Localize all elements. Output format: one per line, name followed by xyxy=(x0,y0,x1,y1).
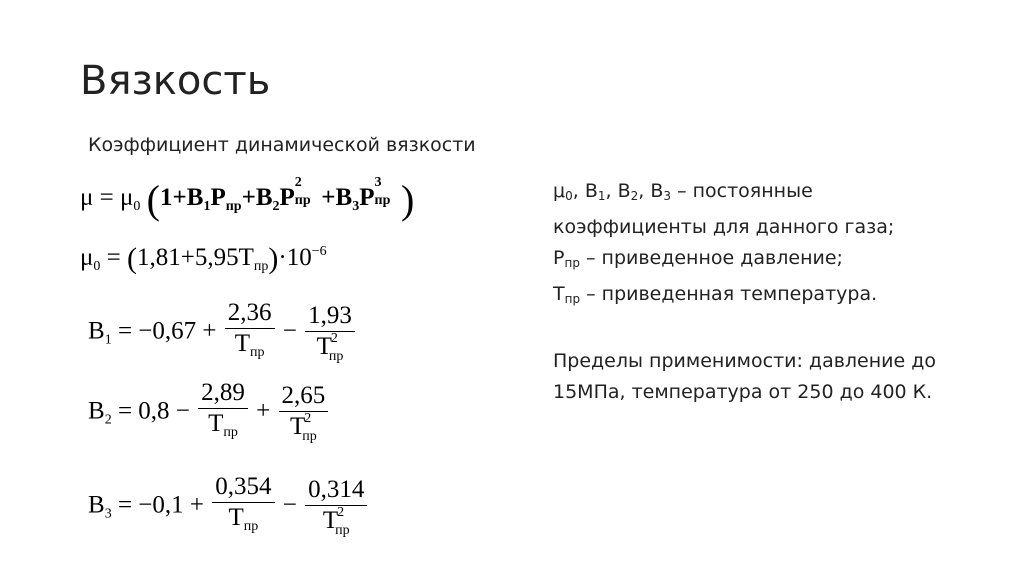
b2-fraction-1 xyxy=(198,378,248,448)
b1-symbol: B xyxy=(186,184,204,211)
notes-line-1-text: – постоянные xyxy=(671,180,813,202)
b3-sub: 3 xyxy=(663,189,672,203)
p3-power: 3 xyxy=(374,175,382,190)
t-power: 2 xyxy=(337,504,345,520)
p3-symbol: P xyxy=(359,184,375,211)
notes-line-3 xyxy=(553,243,1003,279)
operator: + xyxy=(256,397,271,425)
b3-sub: 3 xyxy=(352,199,360,214)
b3-symbol: B xyxy=(335,184,353,211)
formula-mu0 xyxy=(80,242,327,276)
p2-scripts xyxy=(294,175,311,208)
t-symbol: T xyxy=(289,412,306,440)
t-sub: пр xyxy=(223,425,238,440)
b3-symbol: B xyxy=(88,491,105,519)
t-power: 2 xyxy=(330,330,338,346)
notes-line-1 xyxy=(553,176,1003,212)
notes-line-4-text: – приведенная температура. xyxy=(580,283,878,305)
numerator: 2,65 xyxy=(279,381,329,412)
formula-b2 xyxy=(88,378,330,448)
b2-symbol: B xyxy=(255,184,273,211)
b3-symbol: , B xyxy=(638,180,664,202)
denominator xyxy=(305,506,367,540)
t-sub: пр xyxy=(328,348,344,364)
p2-sub: пр xyxy=(294,193,311,208)
open-paren: ( xyxy=(146,177,160,222)
notes-line-4 xyxy=(553,279,1003,315)
t-power: 2 xyxy=(304,410,312,426)
b1-fraction-1 xyxy=(225,298,275,368)
t-sub: пр xyxy=(302,428,317,444)
open-paren: ( xyxy=(127,242,138,275)
numerator: 0,354 xyxy=(212,472,274,503)
p3-sub: пр xyxy=(374,193,391,208)
formula-b3 xyxy=(88,472,369,542)
p2-power: 2 xyxy=(294,175,302,190)
limits-line-2: 15МПа, температура от 250 до 400 К. xyxy=(553,381,933,403)
plus: + xyxy=(321,184,336,211)
b2-sub: 2 xyxy=(104,412,112,428)
b2-symbol: , B xyxy=(605,180,631,202)
denominator xyxy=(279,412,329,446)
operator: − xyxy=(282,317,297,345)
t-sub: пр xyxy=(250,345,265,360)
multiplier: ·10 xyxy=(278,244,312,271)
mu-symbol: μ xyxy=(553,180,566,202)
t-symbol: T xyxy=(322,506,339,534)
b2-sub: 2 xyxy=(630,189,639,203)
formula-b1 xyxy=(88,298,357,368)
p3-scripts xyxy=(374,175,391,208)
t-sub: пр xyxy=(335,522,350,538)
mu-symbol: μ xyxy=(80,184,94,211)
mu-sub: 0 xyxy=(565,189,573,203)
close-paren: ) xyxy=(401,177,415,222)
numerator: 0,314 xyxy=(305,475,367,506)
numerator: 1,93 xyxy=(305,301,355,332)
exponent: −6 xyxy=(311,244,327,259)
b1-const: = −0,67 + xyxy=(111,317,223,345)
b2-const: = 0,8 − xyxy=(111,397,197,425)
one-plus: 1+ xyxy=(160,184,187,211)
t-symbol: T xyxy=(234,330,251,357)
notes-line-2: коэффициенты для данного газа; xyxy=(553,216,895,238)
b1-symbol: B xyxy=(88,317,105,345)
b3-fraction-2 xyxy=(305,475,367,540)
p-symbol: P xyxy=(210,184,226,211)
denominator xyxy=(212,503,274,542)
b1-symbol: , B xyxy=(572,180,598,202)
t-sub: пр xyxy=(243,519,259,534)
b3-sub: 3 xyxy=(104,506,112,522)
b1-fraction-2 xyxy=(305,301,355,366)
denominator xyxy=(305,332,355,366)
close-paren: ) xyxy=(268,242,279,275)
b2-fraction-2 xyxy=(279,381,329,446)
formula-mu xyxy=(80,176,414,223)
operator: − xyxy=(282,491,297,519)
slide-subtitle: Коэффициент динамической вязкости xyxy=(88,134,476,156)
t-sub: пр xyxy=(564,292,581,306)
mu-symbol: μ xyxy=(80,244,94,271)
p-symbol: P xyxy=(553,247,565,269)
spacer xyxy=(553,315,1003,346)
denominator xyxy=(198,409,248,448)
equals: = xyxy=(100,244,128,271)
b3-fraction-1 xyxy=(212,472,274,542)
mu0-symbol: μ xyxy=(120,184,134,211)
numerator: 2,89 xyxy=(198,378,248,409)
t-sub: пр xyxy=(253,259,269,274)
limits-line-1: Пределы применимости: давление до xyxy=(553,350,937,372)
plus: + xyxy=(241,184,256,211)
p-sub: пр xyxy=(564,256,580,270)
t-symbol: T xyxy=(228,504,244,531)
slide-title: Вязкость xyxy=(80,58,271,104)
denominator xyxy=(225,329,275,368)
equals: = xyxy=(93,184,121,211)
p2-symbol: P xyxy=(279,184,295,211)
mu0-inner: 1,81+5,95T xyxy=(137,244,254,271)
b1-sub: 1 xyxy=(104,332,112,348)
t-symbol: T xyxy=(208,410,224,437)
p-sub: пр xyxy=(225,199,242,214)
mu0-sub: 0 xyxy=(133,199,141,214)
t-symbol: T xyxy=(553,283,565,305)
numerator: 2,36 xyxy=(225,298,275,329)
b3-const: = −0,1 + xyxy=(111,491,211,519)
t-symbol: T xyxy=(316,332,332,360)
notes-block xyxy=(553,176,1003,408)
notes-line-3-text: – приведенное давление; xyxy=(579,247,843,269)
b2-sub: 2 xyxy=(272,199,280,214)
b1-sub: 1 xyxy=(597,189,606,203)
b1-sub: 1 xyxy=(203,199,211,214)
b2-symbol: B xyxy=(88,397,105,425)
mu-sub: 0 xyxy=(93,259,101,274)
